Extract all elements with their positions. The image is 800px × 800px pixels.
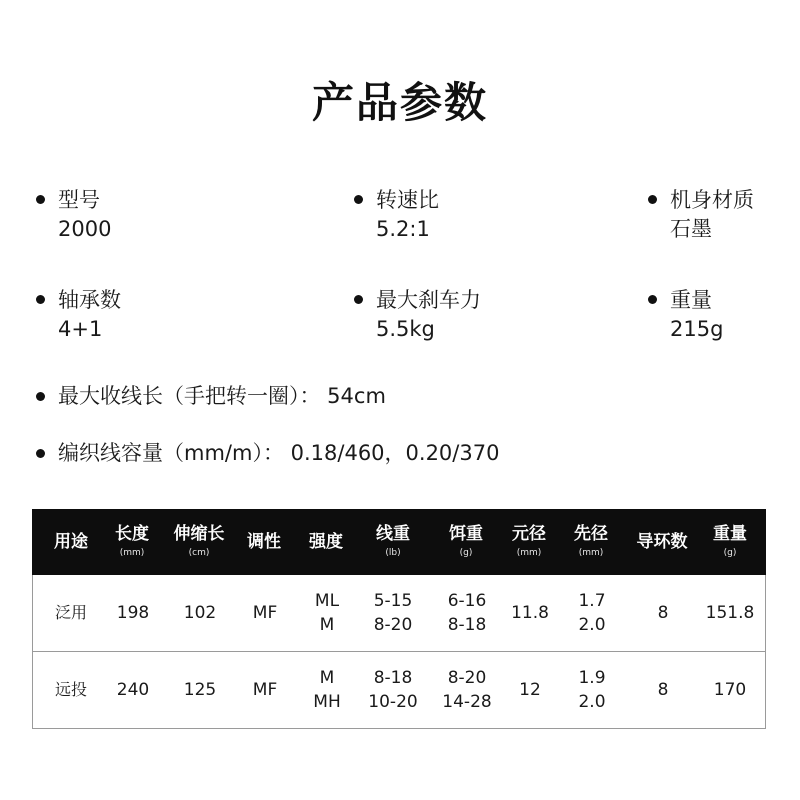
spec-label: 转速比	[376, 188, 439, 212]
cell-power	[313, 652, 340, 728]
cell-text: 151.8	[705, 603, 755, 623]
bullet-icon	[648, 195, 657, 204]
cell-butt-diameter	[511, 575, 549, 651]
header-unit: (cm)	[188, 548, 210, 558]
cell-text: 5-15	[373, 591, 413, 611]
spec-value: 5.2:1	[376, 217, 430, 241]
header-label: 伸缩长	[173, 524, 225, 544]
cell-line-weight	[368, 652, 417, 728]
bullet-icon	[36, 295, 45, 304]
header-unit: (mm)	[516, 548, 542, 558]
cell-purpose	[55, 652, 87, 728]
spec-bearings	[36, 286, 121, 344]
cell-text: 11.8	[511, 603, 549, 623]
spec-braid-capacity	[36, 439, 499, 468]
cell-power	[315, 575, 339, 651]
header-unit: (lb)	[385, 548, 401, 558]
cell-text: ML	[314, 591, 340, 611]
cell-text: 8-18	[447, 615, 487, 635]
spec-label: 重量	[670, 288, 712, 312]
spec-label: 型号	[58, 188, 100, 212]
spec-value: 215g	[670, 317, 724, 341]
cell-text: 远投	[54, 680, 88, 699]
cell-retract	[184, 652, 216, 728]
header-unit: (mm)	[119, 548, 145, 558]
spec-value: 4+1	[58, 317, 103, 341]
spec-model	[36, 186, 111, 244]
cell-retract	[184, 575, 216, 651]
spec-body-material	[648, 186, 754, 244]
cell-text: 1.9	[578, 668, 606, 688]
header-tip-diameter	[574, 509, 608, 575]
cell-guides	[658, 652, 669, 728]
header-label: 用途	[54, 532, 88, 552]
spec-max-retrieve	[36, 382, 386, 411]
header-label: 调性	[247, 532, 281, 552]
spec-value: 石墨	[670, 217, 712, 241]
header-label: 线重	[376, 524, 410, 544]
cell-line-weight	[374, 575, 413, 651]
cell-text: 170	[713, 680, 747, 700]
cell-text: M	[319, 668, 335, 688]
spec-label: 轴承数	[58, 288, 121, 312]
cell-length	[117, 575, 149, 651]
cell-text: 8	[657, 603, 669, 623]
cell-text: 10-20	[368, 692, 418, 712]
spec-text: 编织线容量（mm/m）： 0.18/460，0.20/370	[58, 441, 500, 465]
cell-text: 125	[183, 680, 217, 700]
header-unit: (mm)	[578, 548, 604, 558]
spec-value: 2000	[58, 217, 112, 241]
cell-text: 8-20	[373, 615, 413, 635]
spec-gear-ratio	[354, 186, 439, 244]
bullet-icon	[354, 195, 363, 204]
cell-text: MH	[313, 692, 341, 712]
header-label: 先径	[574, 524, 608, 544]
header-power	[309, 509, 343, 575]
spec-label: 机身材质	[670, 188, 754, 212]
cell-text: 泛用	[54, 603, 88, 622]
cell-guides	[658, 575, 669, 651]
page-title: 产品参数	[311, 78, 488, 127]
header-length	[115, 509, 149, 575]
spec-label: 最大刹车力	[376, 288, 481, 312]
spec-text: 最大收线长（手把转一圈）： 54cm	[58, 384, 386, 408]
header-label: 元径	[512, 524, 546, 544]
cell-text: 8	[657, 680, 669, 700]
header-unit: (g)	[459, 548, 473, 558]
bullet-icon	[36, 195, 45, 204]
parameter-table	[32, 509, 766, 729]
cell-text: M	[319, 615, 335, 635]
cell-text: 8-18	[373, 668, 413, 688]
cell-butt-diameter	[519, 652, 541, 728]
cell-length	[117, 652, 149, 728]
table-header	[32, 509, 766, 575]
cell-weight	[714, 652, 746, 728]
cell-weight	[706, 575, 755, 651]
bullet-icon	[36, 449, 45, 458]
cell-tip-diameter	[578, 575, 605, 651]
header-guides	[637, 509, 688, 575]
header-label: 强度	[309, 532, 343, 552]
spec-max-drag	[354, 286, 481, 344]
header-butt-diameter	[512, 509, 546, 575]
cell-text: 12	[519, 680, 541, 700]
cell-text: 6-16	[447, 591, 487, 611]
cell-text: 102	[183, 603, 217, 623]
header-label: 导环数	[636, 532, 688, 552]
header-weight	[713, 509, 747, 575]
table-row	[33, 652, 765, 728]
header-retract	[174, 509, 225, 575]
table-row	[33, 575, 765, 652]
header-unit: (g)	[723, 548, 737, 558]
cell-text: 2.0	[578, 692, 606, 712]
spec-value: 5.5kg	[376, 317, 435, 341]
header-lure-weight	[449, 509, 483, 575]
header-label: 饵重	[449, 524, 483, 544]
cell-text: 8-20	[447, 668, 487, 688]
cell-text: 198	[116, 603, 150, 623]
cell-tip-diameter	[578, 652, 605, 728]
cell-text: MF	[252, 603, 278, 623]
header-purpose	[54, 509, 88, 575]
bullet-icon	[36, 392, 45, 401]
spec-weight	[648, 286, 723, 344]
cell-text: 1.7	[578, 591, 606, 611]
cell-text: 14-28	[442, 692, 492, 712]
cell-lure-weight	[442, 652, 491, 728]
cell-text: 240	[116, 680, 150, 700]
cell-purpose	[55, 575, 87, 651]
header-label: 长度	[115, 524, 149, 544]
header-action	[247, 509, 281, 575]
cell-text: MF	[252, 680, 278, 700]
cell-text: 2.0	[578, 615, 606, 635]
header-label: 重量	[713, 524, 747, 544]
bullet-icon	[648, 295, 657, 304]
bullet-icon	[354, 295, 363, 304]
cell-action	[253, 652, 277, 728]
cell-action	[253, 575, 277, 651]
header-line-weight	[376, 509, 410, 575]
cell-lure-weight	[448, 575, 487, 651]
